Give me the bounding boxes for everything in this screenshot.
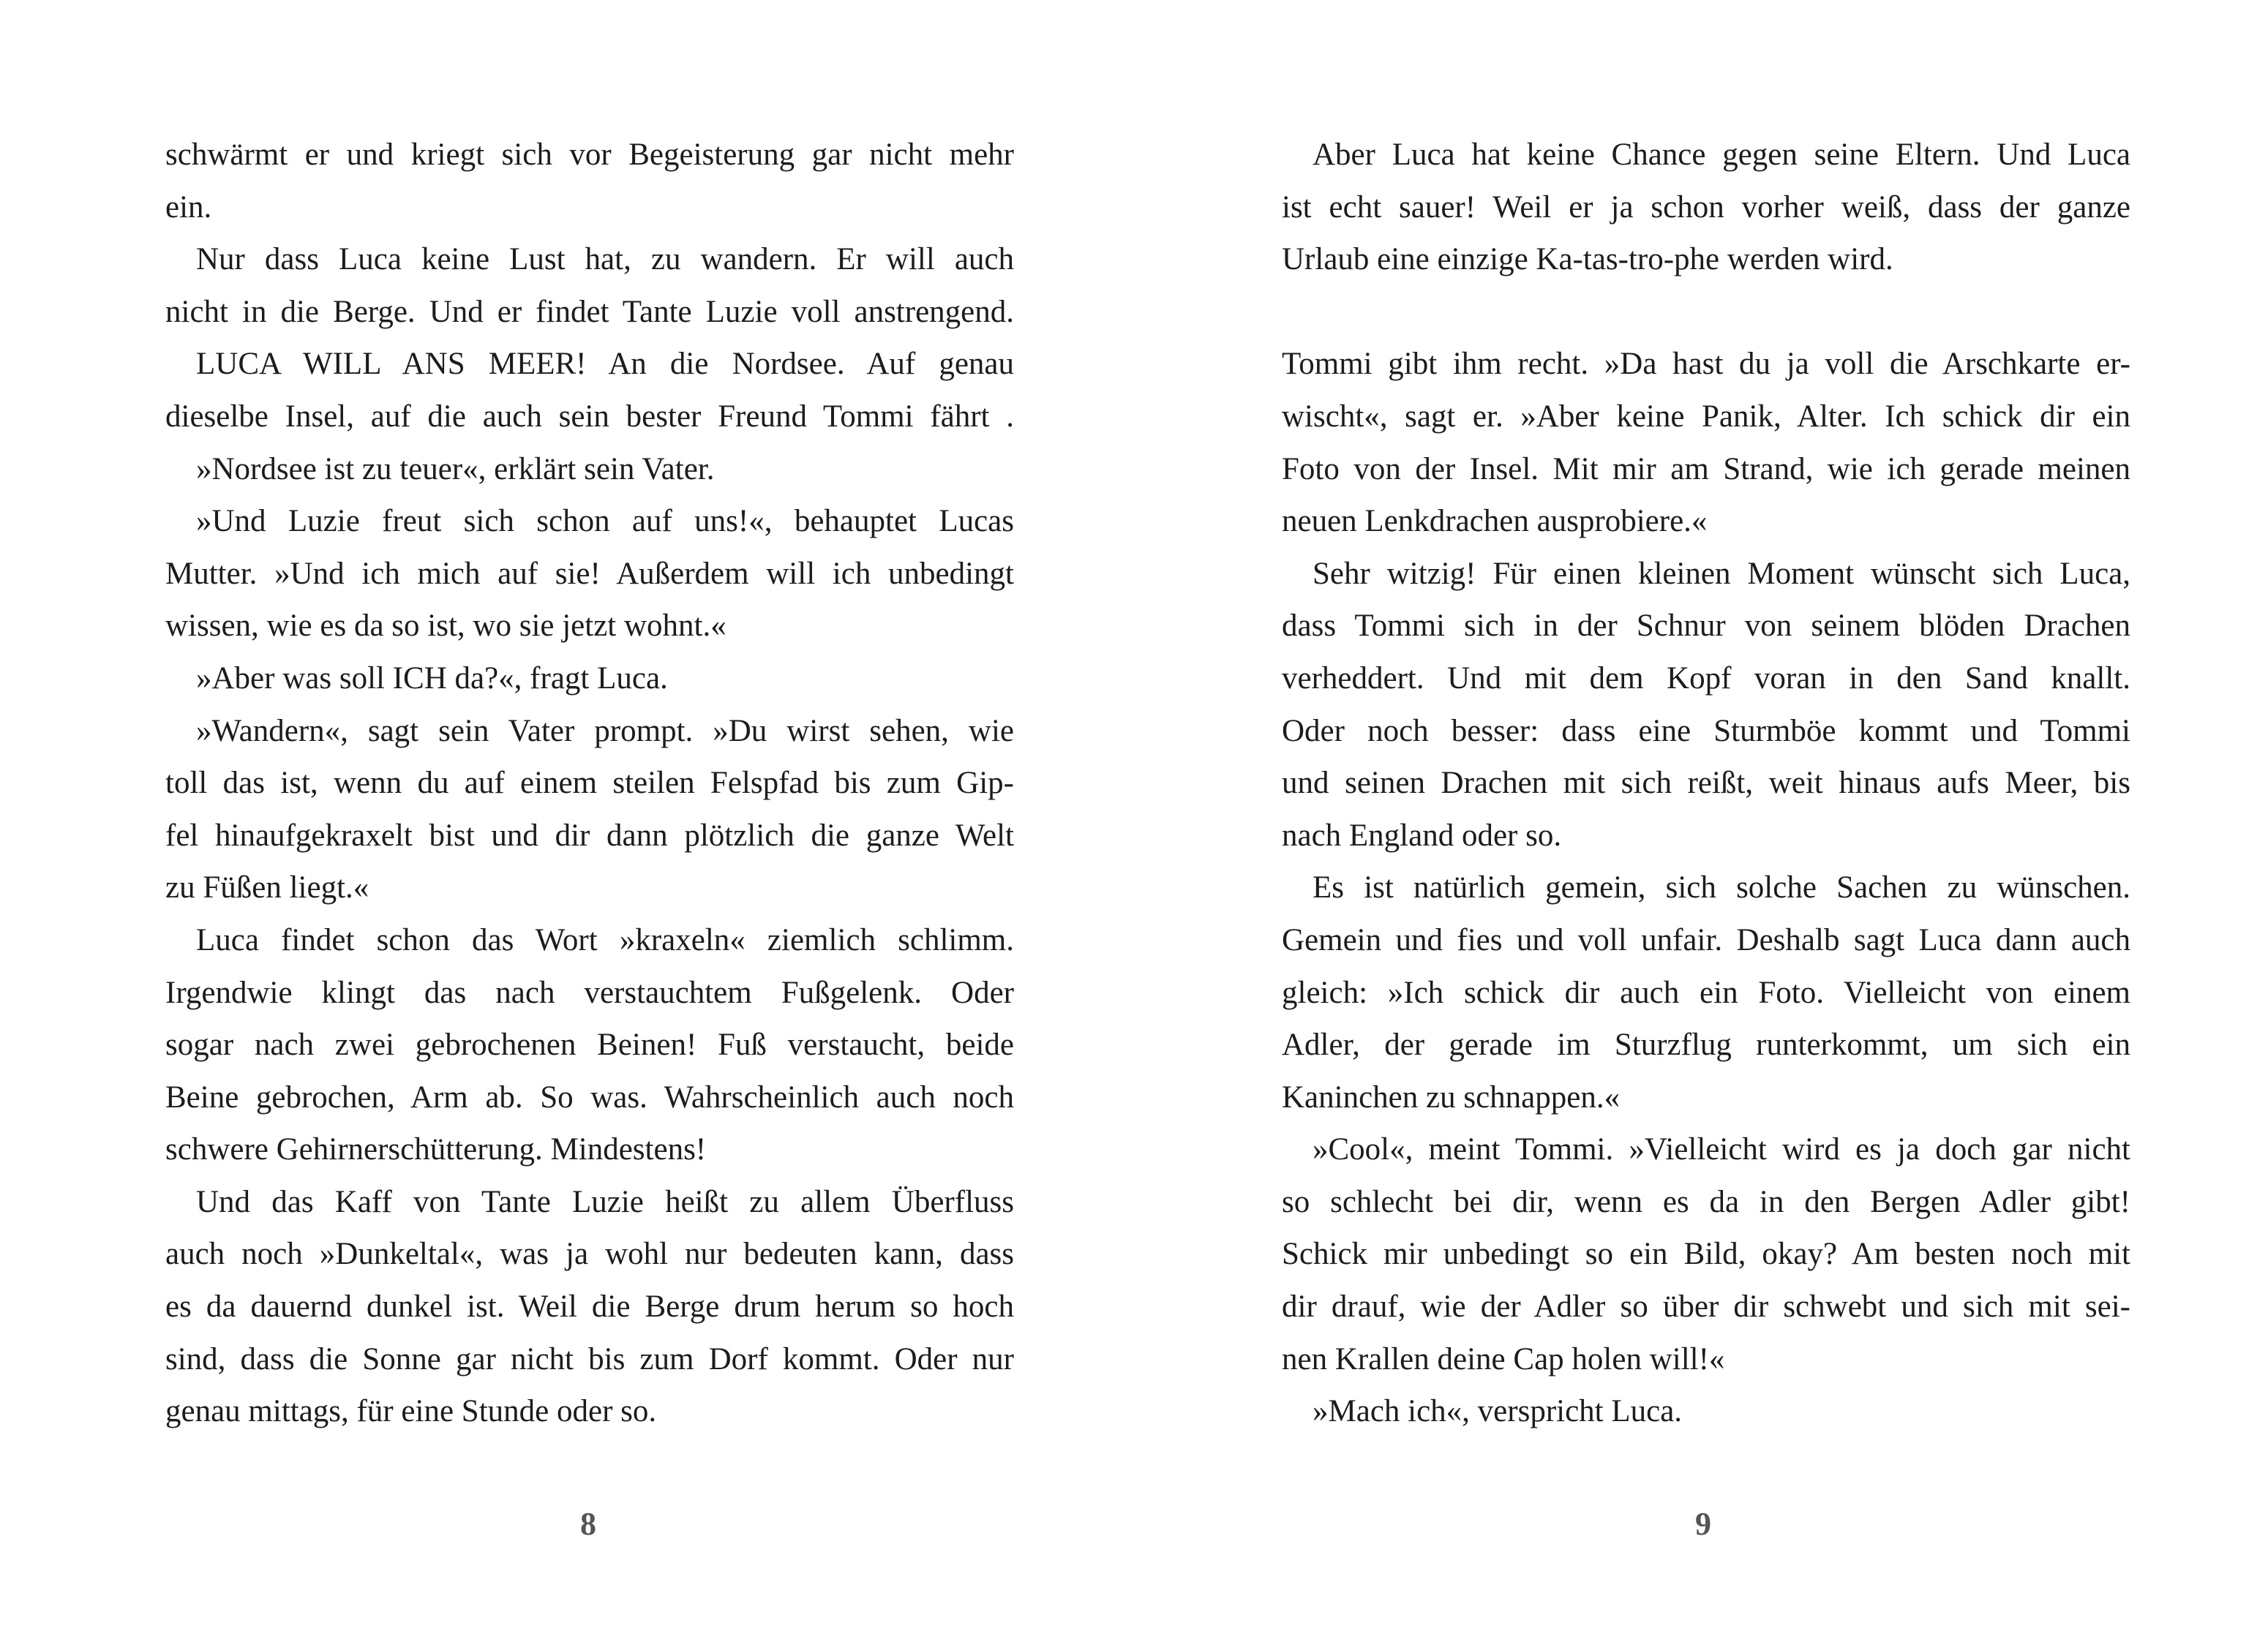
text-line: »Cool«, meint Tommi. »Vielleicht wird es ja doch gar nicht: [1313, 1132, 2130, 1167]
left-page-text: [165, 129, 1014, 1438]
text-line: Urlaub eine einzige Ka-tas-tro-phe werden wird.: [1282, 242, 1893, 277]
text-line: Adler, der gerade im Sturzflug runterkommt, um sich ein: [1282, 1028, 2130, 1063]
text-line: sogar nach zwei gebrochenen Beinen! Fuß verstaucht, beide: [165, 1028, 1014, 1063]
text-line: Aber Luca hat keine Chance gegen seine Eltern. Und Luca: [1313, 138, 2130, 172]
text-line: LUCA WILL ANS MEER! An die Nordsee. Auf genau: [196, 347, 1014, 382]
text-line: »Mach ich«, verspricht Luca.: [1313, 1394, 1683, 1429]
text-line: Irgendwie klingt das nach verstauchtem Fußgelenk. Oder: [165, 975, 1014, 1010]
text-line: genau mittags, für eine Stunde oder so.: [165, 1394, 657, 1429]
text-line: »Und Luzie freut sich schon auf uns!«, behauptet Lucas: [196, 504, 1014, 539]
text-line: nicht in die Berge. Und er findet Tante Luzie voll anstrengend.: [165, 294, 1014, 329]
text-line: neuen Lenkdrachen ausprobiere.«: [1282, 504, 1708, 539]
text-line: Mutter. »Und ich mich auf sie! Außerdem will ich unbedingt: [165, 556, 1014, 591]
text-line: Sehr witzig! Für einen kleinen Moment wünscht sich Luca,: [1313, 556, 2130, 591]
text-line: Beine gebrochen, Arm ab. So was. Wahrscheinlich auch noch: [165, 1080, 1014, 1115]
text-line: wissen, wie es da so ist, wo sie jetzt wohnt.«: [165, 609, 726, 644]
text-line: Tommi gibt ihm recht. »Da hast du ja voll die Arschkarte er-: [1282, 347, 2130, 382]
text-line: wischt«, sagt er. »Aber keine Panik, Alter. Ich schick dir ein: [1282, 399, 2130, 434]
text-line: und seinen Drachen mit sich reißt, weit hinaus aufs Meer, bis: [1282, 766, 2130, 801]
text-line: ein.: [165, 189, 212, 225]
page-number-right: 9: [1695, 1506, 1711, 1542]
text-line: nen Krallen deine Cap holen will!«: [1282, 1341, 1725, 1377]
text-line: nach England oder so.: [1282, 818, 1562, 853]
text-line: Luca findet schon das Wort »kraxeln« ziemlich schlimm.: [196, 922, 1014, 957]
text-line: verheddert. Und mit dem Kopf voran in den Sand knallt.: [1282, 660, 2130, 696]
text-line: Gemein und fies und voll unfair. Deshalb sagt Luca dann auch: [1282, 922, 2130, 957]
text-line: Nur dass Luca keine Lust hat, zu wandern. Er will auch: [196, 242, 1014, 277]
text-line: Oder noch besser: dass eine Sturmböe kommt und Tommi: [1282, 713, 2130, 748]
text-line: zu Füßen liegt.«: [165, 870, 369, 905]
text-line: schwere Gehirnerschütterung. Mindestens!: [165, 1132, 707, 1167]
text-line: Foto von der Insel. Mit mir am Strand, wie ich gerade meinen: [1282, 451, 2130, 486]
text-line: »Nordsee ist zu teuer«, erklärt sein Vater.: [196, 451, 715, 486]
text-line: Kaninchen zu schnappen.«: [1282, 1080, 1621, 1115]
text-line: so schlecht bei dir, wenn es da in den Bergen Adler gibt!: [1282, 1184, 2130, 1219]
text-line: dass Tommi sich in der Schnur von seinem blöden Drachen: [1282, 609, 2130, 644]
text-line: ist echt sauer! Weil er ja schon vorher weiß, dass der ganze: [1282, 189, 2130, 225]
text-line: dir drauf, wie der Adler so über dir schwebt und sich mit sei-: [1282, 1289, 2130, 1325]
blank-line: [1282, 286, 2130, 339]
text-line: dieselbe Insel, auf die auch sein bester Freund Tommi fährt .: [165, 399, 1014, 434]
text-line: sind, dass die Sonne gar nicht bis zum Dorf kommt. Oder nur: [165, 1341, 1014, 1377]
text-line: toll das ist, wenn du auf einem steilen Felspfad bis zum Gip-: [165, 766, 1014, 801]
text-line: »Aber was soll ICH da?«, fragt Luca.: [196, 660, 668, 696]
text-line: schwärmt er und kriegt sich vor Begeisterung gar nicht mehr: [165, 138, 1014, 172]
text-line: Es ist natürlich gemein, sich solche Sachen zu wünschen.: [1313, 870, 2130, 905]
text-line: es da dauernd dunkel ist. Weil die Berge drum herum so hoch: [165, 1289, 1014, 1325]
text-line: Und das Kaff von Tante Luzie heißt zu allem Überfluss: [196, 1184, 1014, 1219]
page-number-left: 8: [580, 1506, 596, 1542]
text-line: gleich: »Ich schick dir auch ein Foto. Vielleicht von einem: [1282, 975, 2130, 1010]
text-line: »Wandern«, sagt sein Vater prompt. »Du wirst sehen, wie: [196, 713, 1014, 748]
text-line: fel hinaufgekraxelt bist und dir dann plötzlich die ganze Welt: [165, 818, 1014, 853]
right-page-text: [1282, 129, 2130, 1438]
text-line: Schick mir unbedingt so ein Bild, okay? Am besten noch mit: [1282, 1237, 2130, 1272]
text-line: auch noch »Dunkeltal«, was ja wohl nur bedeuten kann, dass: [165, 1237, 1014, 1272]
